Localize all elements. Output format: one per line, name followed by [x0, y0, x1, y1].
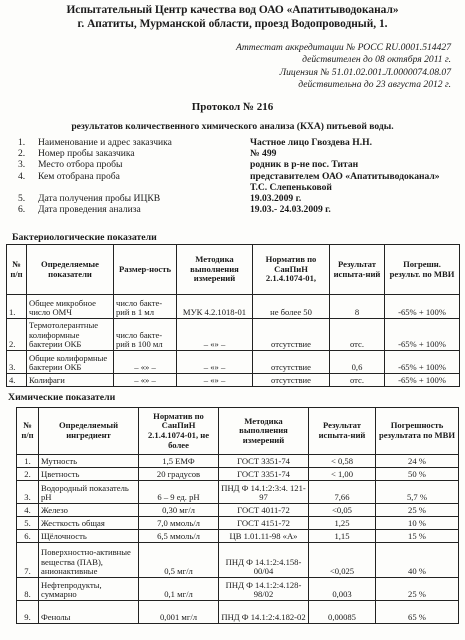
column-header: Норматив по СанПиН 2.1.4.1074-01, — [253, 245, 330, 295]
column-header: Погрешность результата по МВИ — [376, 408, 459, 455]
cell-method: ГОСТ 4151-72 — [219, 517, 309, 530]
cell-norm: не более 50 — [253, 295, 330, 319]
table-row — [17, 468, 459, 481]
info-value: родник в р-не пос. Титан — [250, 159, 359, 171]
column-header: Норматив по СанПиН 2.1.4.1074-01, не более — [139, 408, 219, 455]
cell-norm: 1,5 ЕМФ — [139, 455, 219, 468]
cell-error: -65% + 100% — [385, 319, 460, 351]
cell-result: 0,00085 — [309, 601, 376, 624]
cell-method: – «» – — [177, 351, 253, 374]
cell-norm: 7,0 ммоль/л — [139, 517, 219, 530]
table-row — [17, 543, 459, 578]
chemical-table — [16, 407, 459, 624]
table-header-row — [7, 245, 460, 295]
cell-ingredient: Фенолы — [39, 601, 139, 624]
info-value: 19.03.2009 г. — [250, 193, 302, 205]
cell-indicator: Термотолерантные колиформные бактерии ОКБ — [27, 319, 114, 351]
cell-error: 24 % — [376, 455, 459, 468]
cell-result: 8 — [330, 295, 385, 319]
cell-unit: число бакте-рий в 100 мл — [114, 319, 177, 351]
cell-error: 40 % — [376, 543, 459, 578]
sample-info-list — [18, 137, 458, 215]
info-number: 2. — [18, 148, 26, 160]
info-number: 3. — [18, 159, 26, 171]
table-row — [17, 601, 459, 624]
cell-method: ПНД Ф 14.1:2:4.128-98/02 — [219, 578, 309, 601]
cell-ingredient: Железо — [39, 504, 139, 517]
info-number: 4. — [18, 170, 26, 182]
cell-ingredient: Мутность — [39, 455, 139, 468]
accreditation-line: Аттестат аккредитации № РОСС RU.0001.514427 — [235, 42, 451, 53]
cell-number: 3. — [17, 481, 39, 504]
table-row — [7, 374, 460, 387]
cell-method: – «» – — [177, 374, 253, 387]
cell-unit: число бакте-рий в 1 мл — [114, 295, 177, 319]
cell-ingredient: Жесткость общая — [39, 517, 139, 530]
cell-number: 3. — [7, 351, 27, 374]
cell-norm: отсутствие — [253, 374, 330, 387]
column-header: Определяемые показатели — [27, 245, 114, 295]
license-line: действительна до 23 августа 2012 г. — [298, 78, 451, 90]
bacteriological-table — [6, 244, 460, 387]
cell-number: 8. — [17, 578, 39, 601]
column-header: Результат испыта-ний — [309, 408, 376, 455]
cell-unit: – «» – — [114, 374, 177, 387]
cell-error: 25 % — [376, 504, 459, 517]
cell-number: 9. — [17, 601, 39, 624]
info-item — [18, 137, 458, 148]
cell-ingredient: Щёлочность — [39, 530, 139, 543]
cell-number: 1. — [17, 455, 39, 468]
cell-error: 50 % — [376, 468, 459, 481]
column-header: Результат испыта-ний — [330, 245, 385, 295]
cell-result: 1,15 — [309, 530, 376, 543]
table-row — [17, 481, 459, 504]
cell-indicator: Общее микробное число ОМЧ — [27, 295, 114, 319]
table-row — [7, 351, 460, 374]
cell-result: < 1,00 — [309, 468, 376, 481]
cell-error: 25 % — [376, 578, 459, 601]
info-item — [18, 171, 458, 193]
cell-ingredient: Цветность — [39, 468, 139, 481]
cell-norm: отсутствие — [253, 351, 330, 374]
cell-ingredient: Поверхностно-активные вещества (ПАВ), анионактивные — [39, 543, 139, 578]
column-header: Методика выполнения измерений — [177, 245, 253, 295]
info-label: Место отбора пробы — [38, 159, 123, 171]
info-value: № 499 — [250, 148, 277, 160]
info-label: Кем отобрана проба — [38, 170, 120, 182]
cell-error: 15 % — [376, 530, 459, 543]
table-row — [17, 517, 459, 530]
cell-method: ЦВ 1.01.11-98 «А» — [219, 530, 309, 543]
cell-number: 5. — [17, 517, 39, 530]
accreditation-block — [181, 42, 451, 91]
cell-error: -65% + 100% — [385, 374, 460, 387]
cell-number: 4. — [7, 374, 27, 387]
info-value-line: Т.С. Слепеньковой — [250, 181, 332, 193]
table-row — [17, 504, 459, 517]
info-value — [250, 171, 458, 193]
license-line: Лицензия № 51.01.02.001.Л.0000074.08.07 — [279, 66, 451, 78]
cell-method: ГОСТ 4011-72 — [219, 504, 309, 517]
cell-indicator: Общие колиформные бактерии ОКБ — [27, 351, 114, 374]
cell-norm: 6,5 ммоль/л — [139, 530, 219, 543]
column-header: № п/п — [17, 408, 39, 455]
cell-number: 2. — [7, 319, 27, 351]
cell-norm: 0,1 мг/л — [139, 578, 219, 601]
info-label: Дата проведения анализа — [38, 204, 141, 216]
cell-ingredient: Водородный показатель рН — [39, 481, 139, 504]
info-label: Дата получения пробы ИЦКВ — [38, 193, 161, 205]
cell-result: 1,25 — [309, 517, 376, 530]
cell-result: <0,05 — [309, 504, 376, 517]
cell-method: – «» – — [177, 319, 253, 351]
table-row — [17, 530, 459, 543]
cell-result: < 0,58 — [309, 455, 376, 468]
info-value: Частное лицо Гвоздева Н.Н. — [250, 137, 372, 148]
protocol-title: Протокол № 216 — [191, 101, 274, 113]
info-item — [18, 193, 458, 204]
info-item — [18, 159, 458, 170]
cell-method: ГОСТ 3351-74 — [219, 455, 309, 468]
accreditation-line: действителен до 08 октября 2011 г. — [302, 54, 451, 66]
cell-method: ПНД Ф 14.1:2:4.158-00/04 — [219, 543, 309, 578]
cell-indicator: Колифаги — [27, 374, 114, 387]
bacteriological-section-title: Бактериологические показатели — [12, 232, 157, 243]
info-number: 6. — [18, 204, 26, 216]
lab-address: г. Апатиты, Мурманской области, проезд Водопроводный, 1. — [77, 18, 388, 30]
table-row — [7, 295, 460, 319]
cell-error: 65 % — [376, 601, 459, 624]
cell-norm: отсутствие — [253, 319, 330, 351]
info-number: 5. — [18, 193, 26, 205]
cell-method: МУК 4.2.1018-01 — [177, 295, 253, 319]
cell-number: 7. — [17, 543, 39, 578]
cell-number: 2. — [17, 468, 39, 481]
cell-result: отс. — [330, 319, 385, 351]
table-row — [17, 578, 459, 601]
info-value-line: представителем ОАО «Апатитыводоканал» — [250, 170, 440, 182]
info-item — [18, 148, 458, 159]
protocol-subtitle: результатов количественного химического анализа (КХА) питьевой воды. — [71, 121, 394, 132]
info-label: Номер пробы заказчика — [38, 148, 135, 160]
cell-norm: 0,30 мг/л — [139, 504, 219, 517]
column-header: Размер-ность — [114, 245, 177, 295]
cell-result: <0,025 — [309, 543, 376, 578]
cell-result: 7,66 — [309, 481, 376, 504]
cell-norm: 20 градусов — [139, 468, 219, 481]
cell-error: -65% + 100% — [385, 351, 460, 374]
cell-result: отс. — [330, 374, 385, 387]
column-header: Определяемый ингредиент — [39, 408, 139, 455]
cell-unit: – «» – — [114, 351, 177, 374]
cell-norm: 6 – 9 ед. рН — [139, 481, 219, 504]
cell-error: 10 % — [376, 517, 459, 530]
cell-number: 4. — [17, 504, 39, 517]
table-row — [17, 455, 459, 468]
cell-number: 6. — [17, 530, 39, 543]
table-row — [7, 319, 460, 351]
lab-name: Испытательный Центр качества вод ОАО «Апатитыводоканал» — [66, 4, 399, 16]
cell-number: 1. — [7, 295, 27, 319]
cell-ingredient: Нефтепродукты, суммарно — [39, 578, 139, 601]
cell-result: 0,6 — [330, 351, 385, 374]
info-label: Наименование и адрес заказчика — [38, 137, 172, 148]
cell-method: ПНД Ф 14.1:2:4.182-02 — [219, 601, 309, 624]
cell-norm: 0,5 мг/л — [139, 543, 219, 578]
info-number: 1. — [18, 137, 26, 148]
cell-result: 0,003 — [309, 578, 376, 601]
column-header: № п/п — [7, 245, 27, 295]
chemical-section-title: Химические показатели — [8, 392, 116, 403]
cell-norm: 0,001 мг/л — [139, 601, 219, 624]
info-value: 19.03.- 24.03.2009 г. — [250, 204, 331, 216]
table-header-row — [17, 408, 459, 455]
info-item — [18, 204, 458, 215]
column-header: Погрешн. результ. по МВИ — [385, 245, 460, 295]
cell-method: ГОСТ 3351-74 — [219, 468, 309, 481]
cell-error: 5,7 % — [376, 481, 459, 504]
column-header: Методика выполнения измерений — [219, 408, 309, 455]
cell-error: -65% + 100% — [385, 295, 460, 319]
cell-method: ПНД Ф 14.1:2:3:4. 121-97 — [219, 481, 309, 504]
